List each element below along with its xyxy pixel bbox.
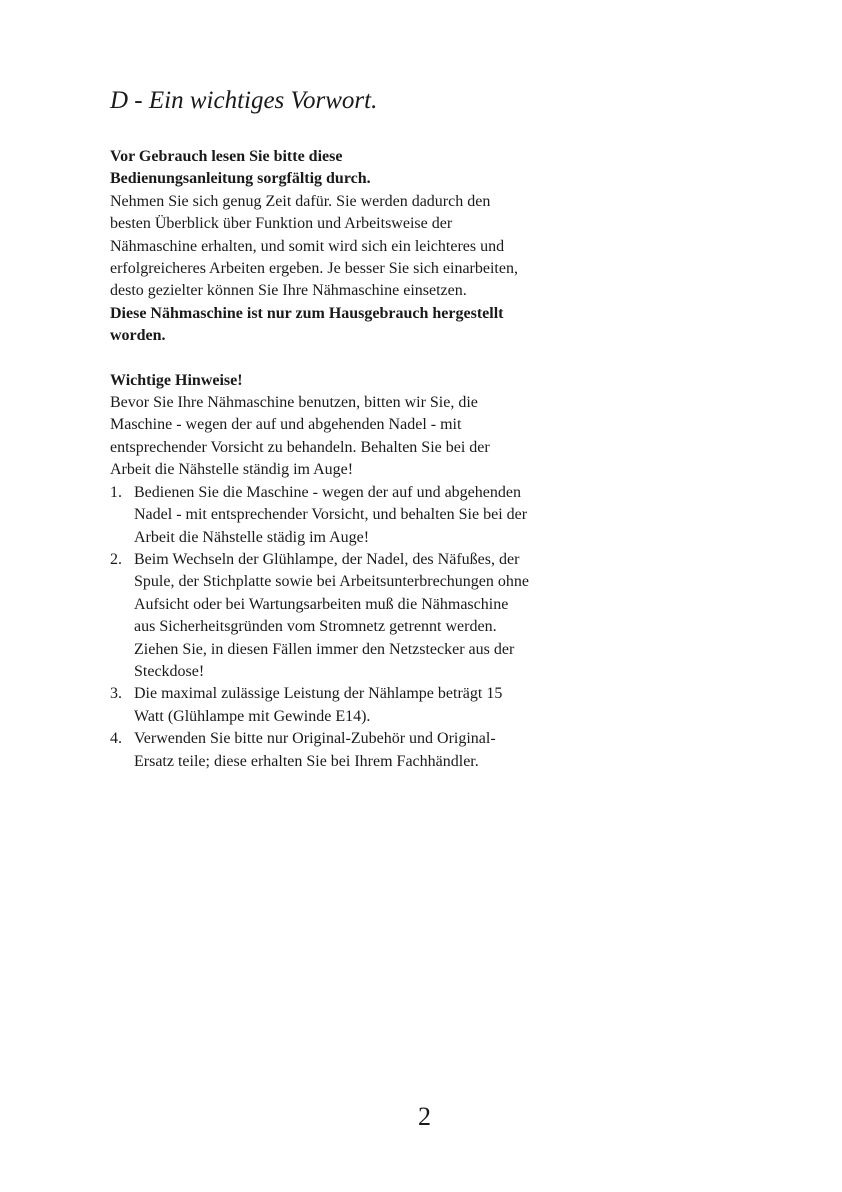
intro-paragraph: Nehmen Sie sich genug Zeit dafür. Sie werden dadurch den besten Überblick über Funktion und Arbeitsweise der Nähmaschine erhalten, und somit wird sich ein leichteres und erfolgreicheres Arbeiten ergeben. Je besser Sie sich einarbeiten, desto gezielter können Sie Ihre Nähmaschine einsetzen. [110, 192, 518, 300]
body-text [110, 146, 530, 773]
list-item-number: 3. [110, 685, 122, 703]
section-gap [110, 348, 530, 370]
list-item [110, 683, 530, 728]
list-item-number: 4. [110, 730, 122, 748]
intro-bold-notice: Diese Nähmaschine ist nur zum Hausgebrauch hergestellt worden. [110, 304, 504, 345]
list-item-text: Bedienen Sie die Maschine - wegen der auf und abgehenden Nadel - mit entsprechender Vorsicht, und behalten Sie bei der Arbeit die Nähstelle städig im Auge! [134, 483, 528, 546]
page-title: D - Ein wichtiges Vorwort. [110, 87, 378, 114]
hints-paragraph: Bevor Sie Ihre Nähmaschine benutzen, bitten wir Sie, die Maschine - wegen der auf und abgehenden Nadel - mit entsprechender Vorsicht zu behandeln. Behalten Sie bei der Arbeit die Nähstelle ständig im Auge! [110, 394, 490, 479]
intro-bold-line-1: Vor Gebrauch lesen Sie bitte diese [110, 148, 343, 165]
list-item-text: Verwenden Sie bitte nur Original-Zubehör und Original-Ersatz teile; diese erhalten Sie bei Ihrem Fachhändler. [134, 730, 496, 770]
list-item [110, 549, 530, 683]
list-item [110, 728, 530, 773]
list-item-text: Die maximal zulässige Leistung der Nählampe beträgt 15 Watt (Glühlampe mit Gewinde E14). [134, 685, 503, 725]
list-item [110, 482, 530, 549]
hints-list [110, 482, 530, 773]
list-item-number: 2. [110, 550, 122, 568]
list-item-number: 1. [110, 483, 122, 501]
list-item-text: Beim Wechseln der Glühlampe, der Nadel, des Näfußes, der Spule, der Stichplatte sowie bei Arbeitsunterbrechungen ohne Aufsicht oder bei Wartungsarbeiten muß die Nähmaschine aus Sicherheitsgründen vom Stromnetz getrennt werden. Ziehen Sie, in diesen Fällen immer den Netzstecker aus der Steckdose! [134, 550, 530, 680]
page-number: 2 [418, 1102, 431, 1131]
intro-bold-line-2: Bedienungsanleitung sorgfältig durch. [110, 170, 371, 188]
hints-heading: Wichtige Hinweise! [110, 371, 243, 389]
